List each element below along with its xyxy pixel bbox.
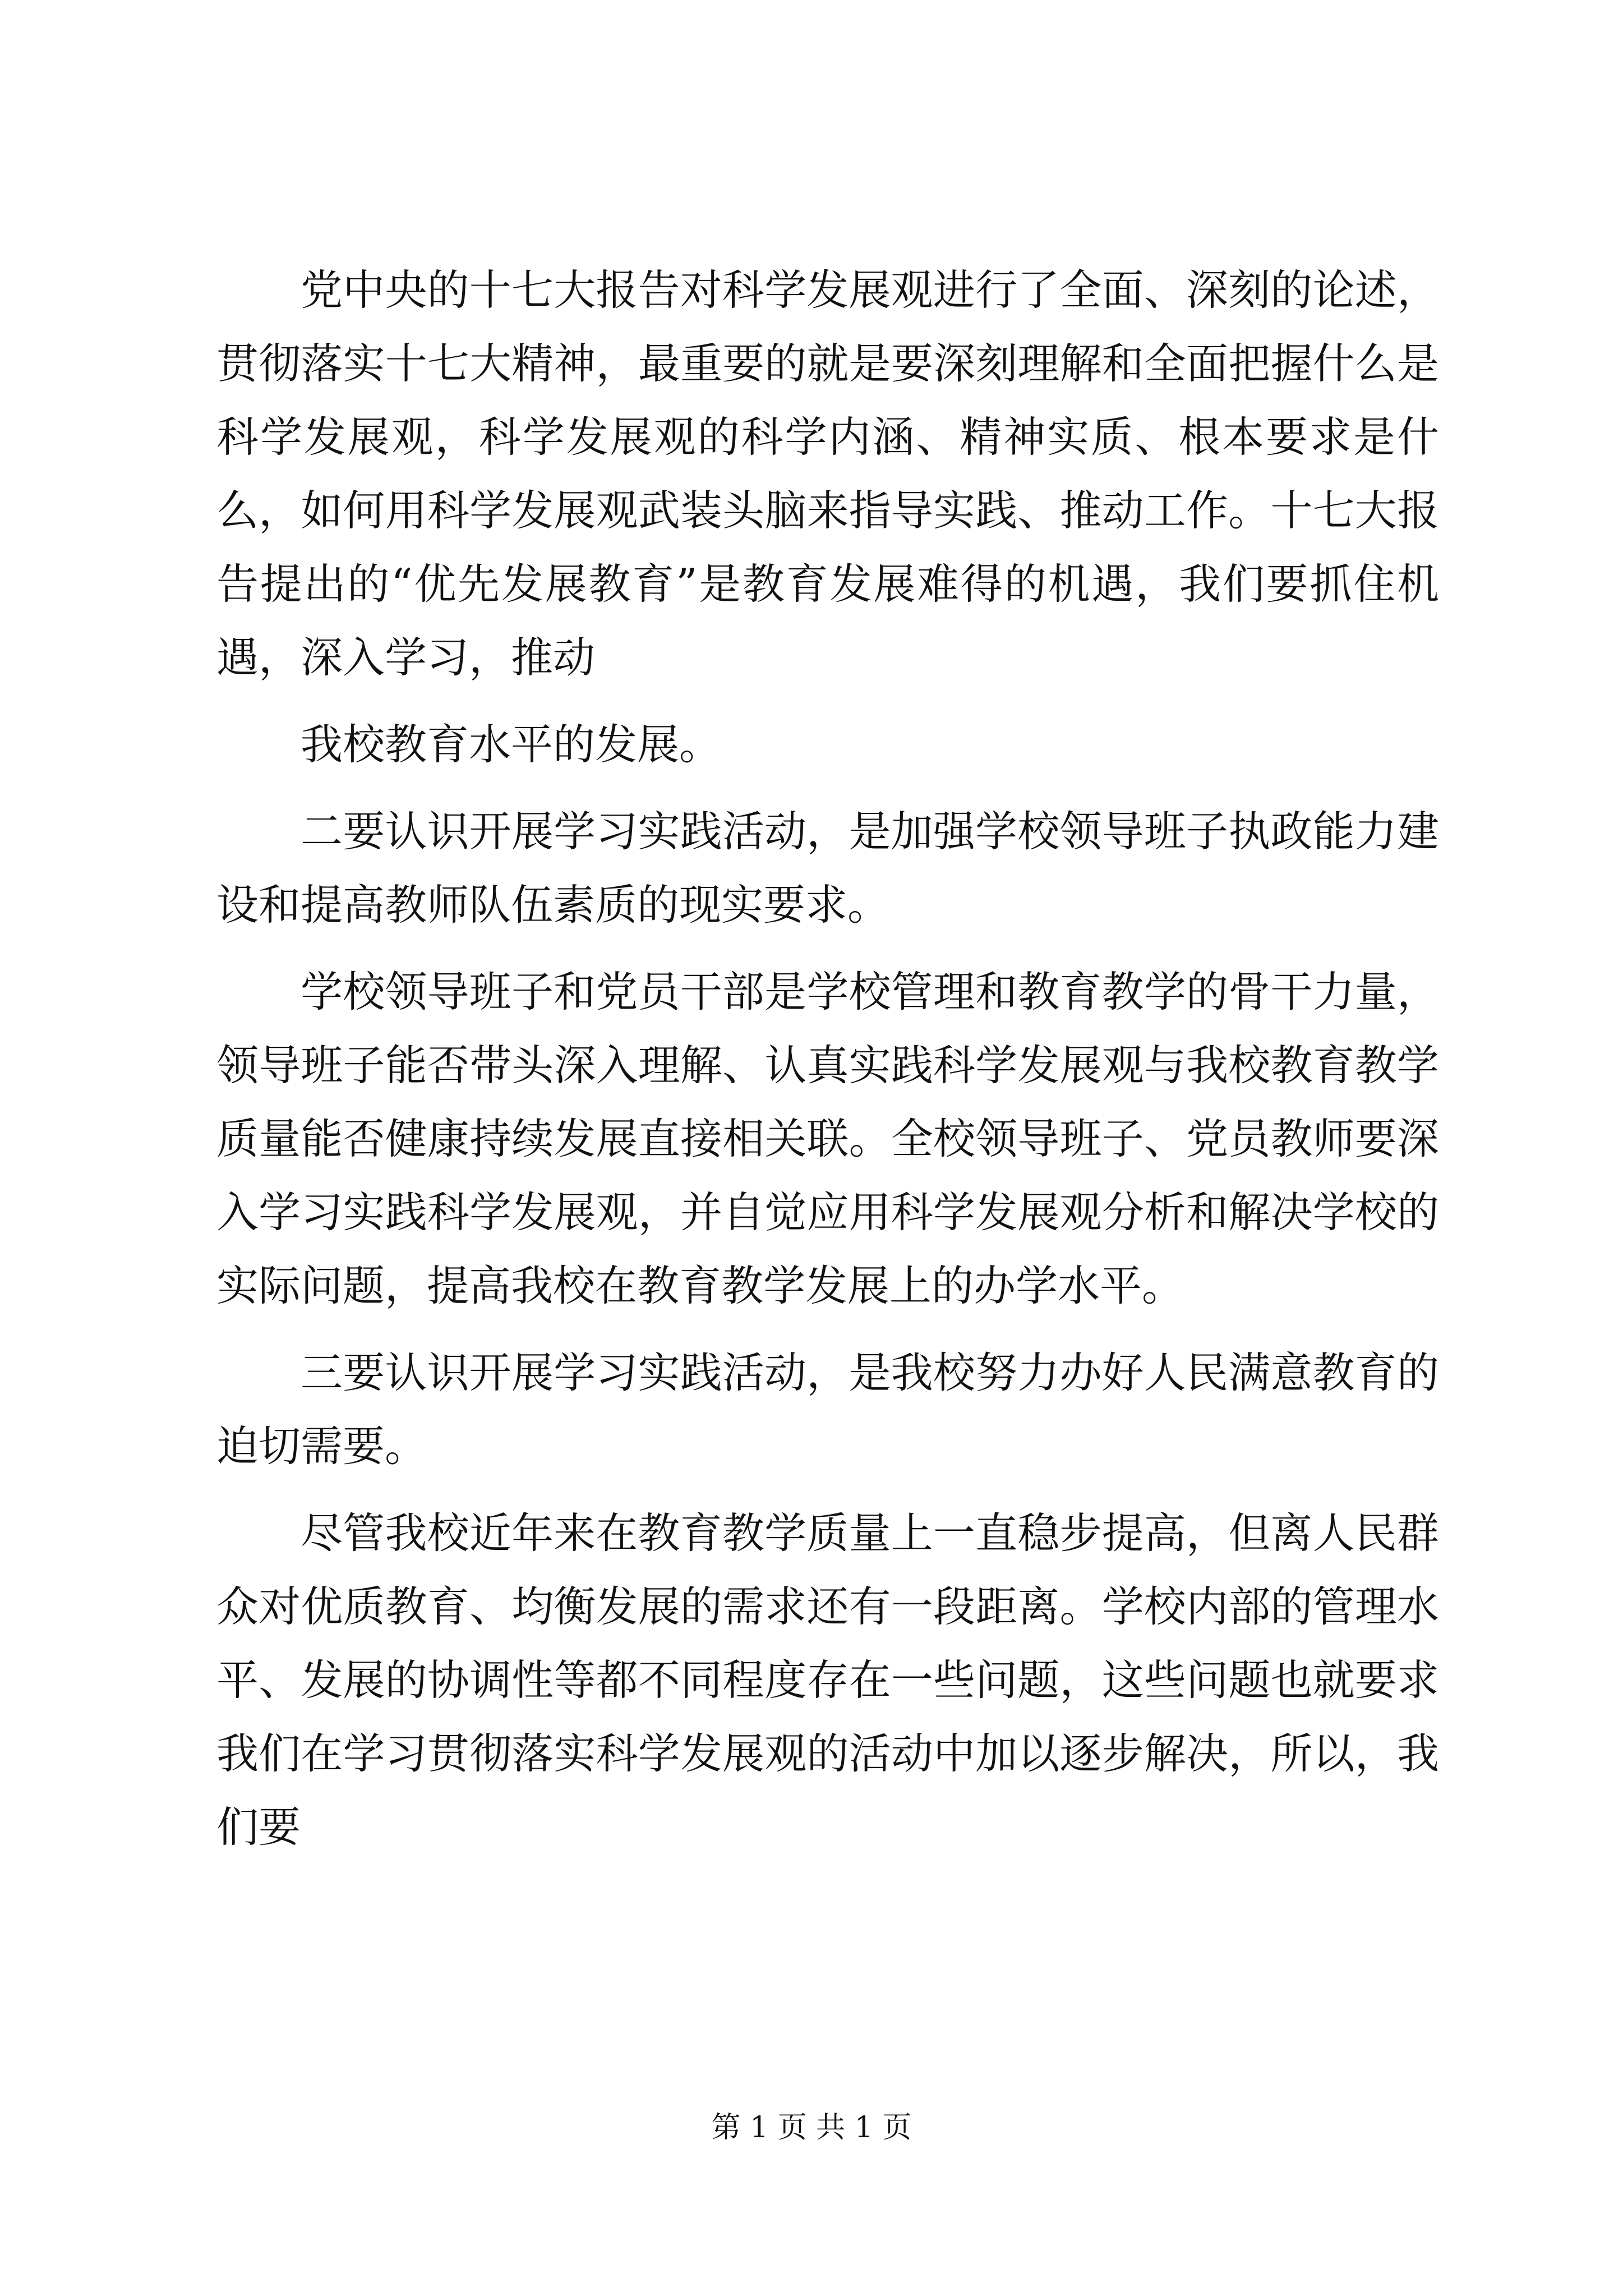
paragraph-5: 三要认识开展学习实践活动，是我校努力办好人民满意教育的迫切需要。 [216,1348,1439,1471]
paragraph-3: 二要认识开展学习实践活动，是加强学校领导班子执政能力建设和提高教师队伍素质的现实要求。 [216,807,1439,930]
paragraph-1: 党中央的十七大报告对科学发展观进行了全面、深刻的论述，贯彻落实十七大精神，最重要的就是要深刻理解和全面把握什么是科学发展观，科学发展观的科学内涵、精神实质、根本要求是什么，如何用科学发展观武装头脑来指导实践、推动工作。十七大报告提出的“优先发展教育”是教育发展难得的机遇，我们要抓住机遇，深入学习，推动 [216,265,1439,682]
page-footer: 第 1 页 共 1 页 [711,2111,912,2145]
document-body [216,254,1439,1878]
paragraph-2: 我校教育水平的发展。 [301,720,722,769]
paragraph-6: 尽管我校近年来在教育教学质量上一直稳步提高，但离人民群众对优质教育、均衡发展的需求还有一段距离。学校内部的管理水平、发展的协调性等都不同程度存在一些问题，这些问题也就要求我们在学习贯彻落实科学发展观的活动中加以逐步解决，所以，我们要 [216,1508,1439,1852]
paragraph-4: 学校领导班子和党员干部是学校管理和教育教学的骨干力量，领导班子能否带头深入理解、认真实践科学发展观与我校教育教学质量能否健康持续发展直接相关联。全校领导班子、党员教师要深入学习实践科学发展观，并自觉应用科学发展观分析和解决学校的实际问题，提高我校在教育教学发展上的办学水平。 [216,967,1439,1310]
